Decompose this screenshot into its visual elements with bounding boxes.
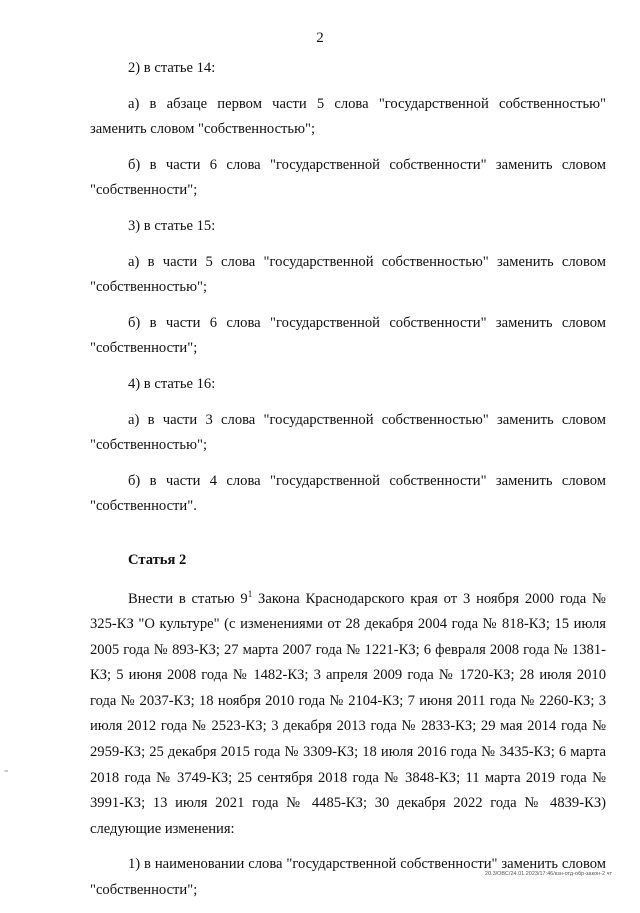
intro-text-rest: Закона Краснодарского края от 3 ноября 2000 года № 325-КЗ "О культуре" (с изменениями от 28 декабря 2004 года № 818-КЗ; 15 июля 2005 года № 893-КЗ; 27 марта 2007 года № 1221-КЗ; 6 февраля 2008 года № 1381-КЗ; 5 июня 2008 года № 1482-КЗ; 3 апреля 2009 года № 1720-КЗ; 28 июля 2010 года № 2037-КЗ; 18 ноября 2010 года № 2104-КЗ; 7 июня 2011 года № 2260-КЗ; 3 июля 2012 года № 2523-КЗ; 3 декабря 2013 года № 2833-КЗ; 29 мая 2014 года № 2959-КЗ; 25 декабря 2015 года № 3309-КЗ; 18 июля 2016 года № 3435-КЗ; 6 марта 2018 года № 3749-КЗ; 25 сентября 2018 года № 3848-КЗ; 11 марта 2019 года № 3991-КЗ; 13 июля 2021 года № 4485-КЗ; 30 декабря 2022 года № 4839-КЗ) следующие изменения: (90, 590, 606, 837)
page-number: 2 (316, 30, 324, 46)
footer-note: 20.3/ОВС/24.01.2023/17:46/кзн-отд-обр-закон-2 чт (484, 871, 612, 877)
document-body (90, 56, 606, 913)
paragraph: а) в части 3 слова "государственной собственностью" заменить словом "собственностью"; (90, 411, 606, 454)
paragraph: а) в части 5 слова "государственной собственностью" заменить словом "собственностью"; (90, 253, 606, 296)
paragraph: а) в абзаце первом части 5 слова "государственной собственностью" заменить словом "собственностью"; (90, 95, 606, 138)
paragraph: б) в части 6 слова "государственной собственности" заменить словом "собственности"; (90, 314, 606, 357)
paragraph: 3) в статье 15: (128, 217, 216, 234)
paragraph: б) в части 4 слова "государственной собственности" заменить словом "собственности". (90, 472, 606, 515)
paragraph: 4) в статье 16: (128, 375, 216, 392)
article-superscript: 1 (247, 588, 253, 599)
article-intro (90, 582, 606, 843)
paragraph: б) в части 6 слова "государственной собственности" заменить словом "собственности"; (90, 156, 606, 199)
paragraph: 2) в статье 14: (128, 60, 216, 76)
intro-text-start: Внести в статью 9 (128, 590, 248, 607)
margin-mark: ii (4, 770, 10, 773)
article-heading: Статья 2 (128, 551, 187, 568)
amendment-item: 1) в наименовании слова "государственной собственности" заменить словом "собственности"; (90, 856, 606, 898)
